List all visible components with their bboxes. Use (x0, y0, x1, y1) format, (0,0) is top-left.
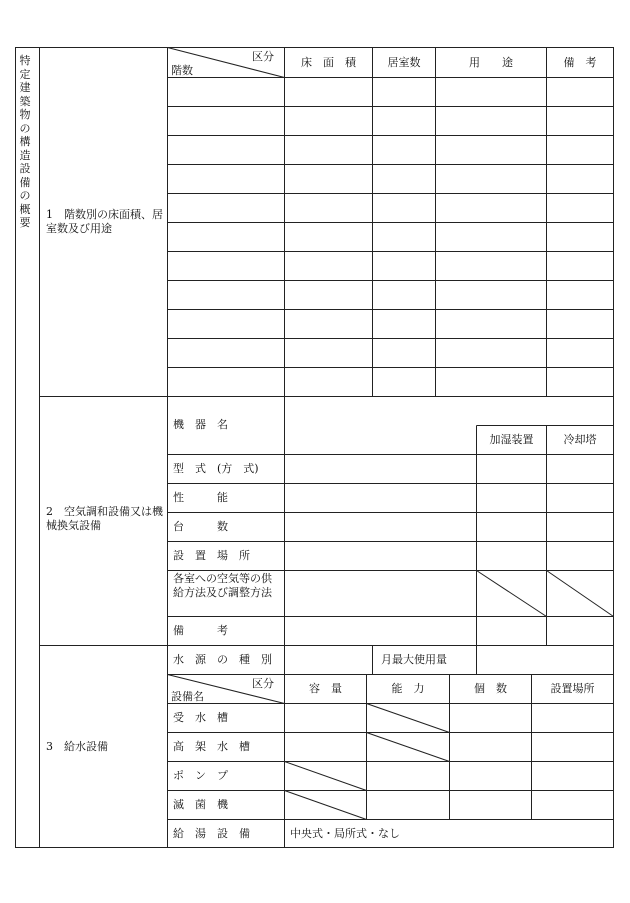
sidebar-title-char: の (19, 121, 31, 135)
sidebar-title-char: 築 (19, 94, 31, 108)
sidebar-title-char: 概 (19, 202, 31, 216)
sidebar-title-char: 造 (19, 148, 31, 162)
sidebar-title-char: 定 (19, 67, 31, 81)
sidebar-title-char: 備 (19, 175, 31, 189)
section3-title-text: 給水設備 (64, 740, 108, 753)
sidebar-title-char: の (19, 189, 31, 202)
section1-col-floor-area: 床 面 積 (301, 56, 356, 69)
section1-header-kai: 階数 (171, 64, 193, 77)
section3-col-ability: 能 力 (391, 682, 425, 695)
section2-title-text: 空気調和設備又は機械換気設備 (46, 505, 163, 532)
section1-title (46, 208, 164, 236)
sidebar-vertical-title (16, 54, 34, 230)
sidebar-title-char: 設 (19, 162, 31, 175)
section2-row-supply-method: 各室への空気等の供給方法及び調整方法 (173, 572, 272, 599)
sidebar-title-char: 要 (19, 216, 31, 229)
section3-number: 3 (46, 740, 53, 753)
section3-monthly-max-label: 月最大使用量 (381, 653, 447, 666)
sidebar-title-char: 特 (19, 54, 31, 67)
section3-row-pump: ポ ン プ (173, 769, 228, 782)
section3-hot-water-value: 中央式・局所式・なし (290, 827, 400, 840)
section1-header-ku: 区分 (252, 50, 274, 63)
sidebar-title-char: 建 (19, 81, 31, 94)
section3-water-source-label: 水 源 の 種 別 (173, 653, 272, 666)
section3-header-equip: 設備名 (171, 690, 204, 703)
section3-row-elevated-tank: 高 架 水 槽 (173, 740, 250, 753)
section1-title-text: 階数別の床面積、居室数及び用途 (46, 208, 163, 235)
sidebar-title-char: 構 (19, 135, 31, 148)
section1-col-usage: 用 途 (469, 56, 513, 69)
section1-col-notes: 備 考 (563, 56, 597, 69)
section3-title (46, 740, 164, 754)
section3-col-capacity: 容 量 (309, 682, 342, 695)
section2-number: 2 (46, 505, 53, 518)
section3-hot-water-label: 給 湯 設 備 (173, 827, 250, 840)
section2-row-notes: 備 考 (173, 624, 228, 637)
section2-row-location: 設 置 場 所 (173, 549, 250, 562)
section3-col-location: 設置場所 (550, 682, 595, 695)
section3-row-sterilizer: 滅 菌 機 (173, 798, 228, 811)
section3-header-ku: 区分 (252, 677, 274, 690)
section2-sub-cooling-tower: 冷却塔 (563, 433, 597, 446)
section2-row-model: 型 式 (方 式) (173, 462, 259, 475)
section2-row-equipment-name: 機 器 名 (173, 418, 228, 431)
sidebar-title-char: 物 (19, 108, 31, 121)
section2-row-count: 台 数 (173, 520, 228, 533)
section3-row-receiving-tank: 受 水 槽 (173, 711, 228, 724)
section1-number: 1 (46, 208, 53, 221)
section2-row-performance: 性 能 (173, 491, 228, 504)
section3-col-count: 個 数 (474, 682, 507, 695)
section2-sub-humidifier: 加湿装置 (489, 433, 534, 446)
section1-col-room-count: 居室数 (387, 56, 421, 69)
section2-title (46, 505, 164, 533)
